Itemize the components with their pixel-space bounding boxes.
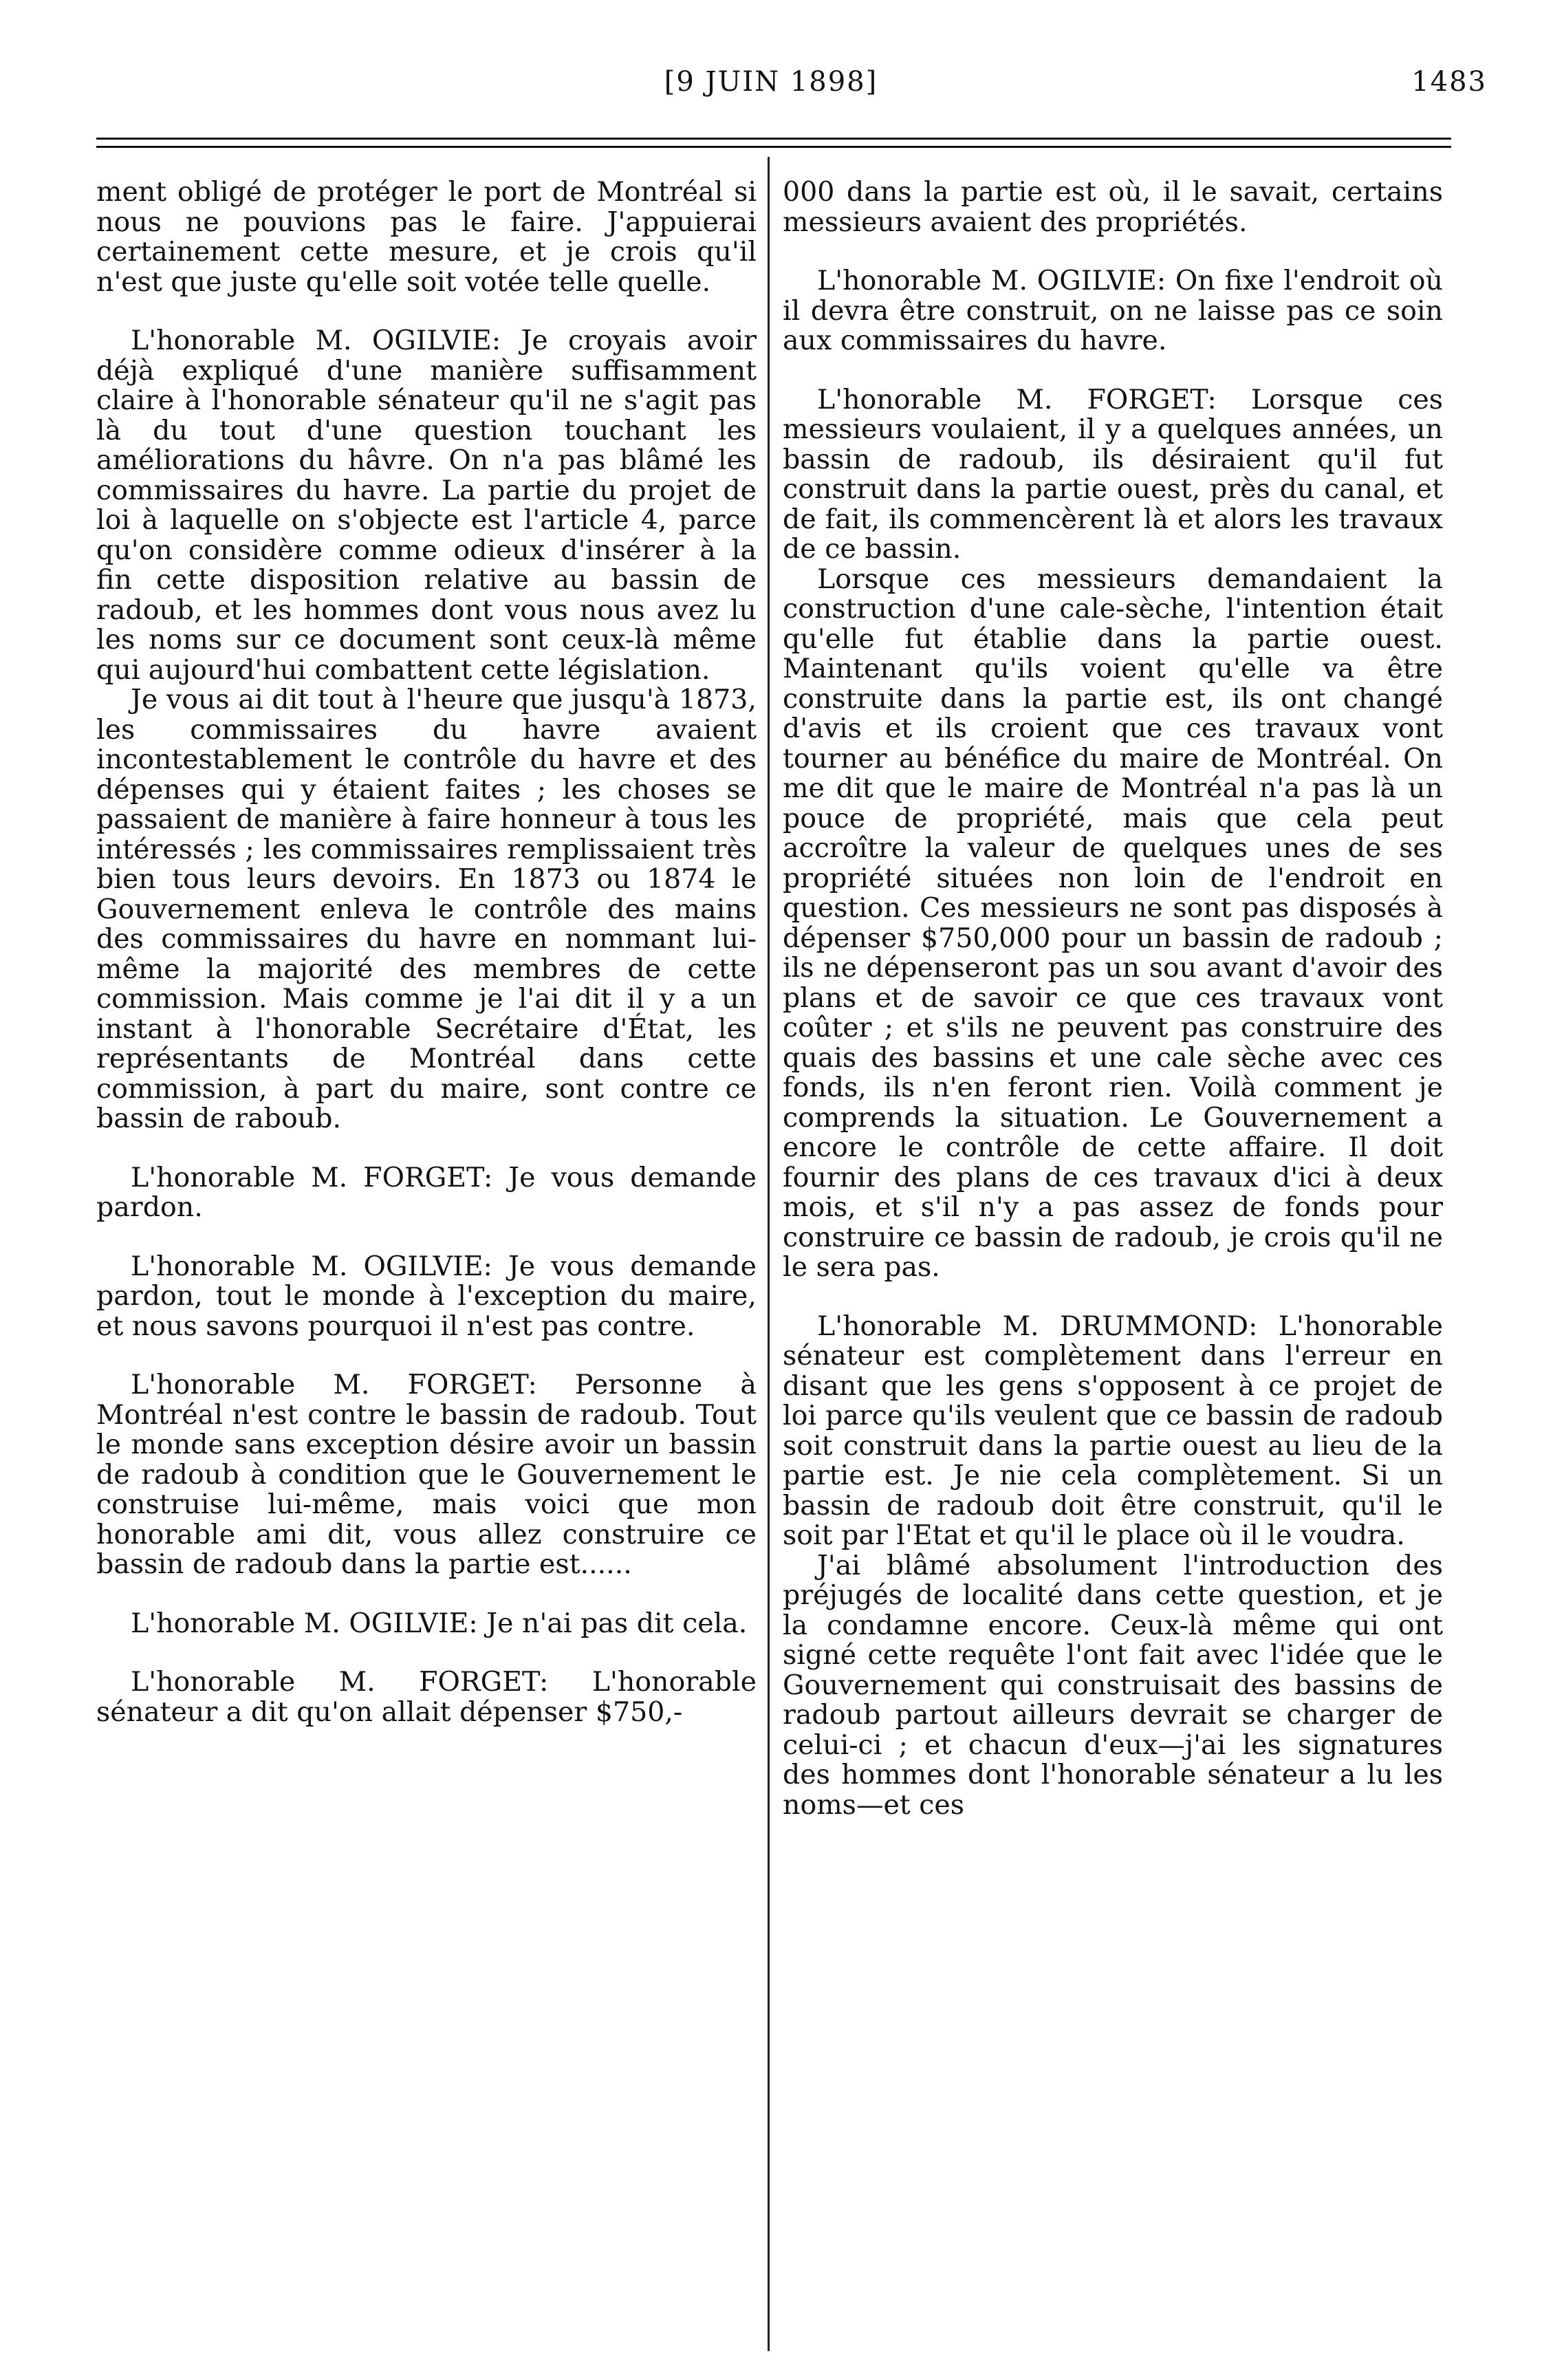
speech-text: : Je croyais avoir déjà expliqué d'une manière suffisamment claire à l'honorable sénateur qu'il ne s'agit pas là du tout d'une question touchant les améliorations du hâvre. On n'a pas blâmé les commissaires du havre. La partie du projet de loi à laquelle on s'objecte est l'article 4, parce qu'on considère comme odieux d'insérer à la fin cette disposition relative au bassin de radoub, et les hommes dont vous nous avez lu les noms sur ce document sont ceux-là même qui aujourd'hui combattent cette législation. xyxy=(96,325,757,686)
left-column xyxy=(96,177,757,1727)
speech-paragraph xyxy=(783,266,1443,356)
speech-paragraph xyxy=(96,1252,757,1342)
speech-text: : Je vous demande pardon, tout le monde à l'exception du maire, et nous savons pourquoi il n'est pas contre. xyxy=(96,1250,757,1342)
page-number: 1483 xyxy=(1411,66,1487,98)
speech-text: : Personne à Montréal n'est contre le bassin de radoub. Tout le monde sans exception désire avoir un bassin de radoub à condition que le Gouvernement le construise lui-même, mais voici que mon honorable ami dit, vous allez construire ce bassin de radoub dans la partie est...... xyxy=(96,1369,757,1580)
speaker-name: L'honorable M. DRUMMOND xyxy=(817,1310,1249,1342)
speaker-name: L'honorable M. OGILVIE xyxy=(817,265,1157,296)
speech-paragraph xyxy=(783,1312,1443,1551)
speech-paragraph xyxy=(96,1370,757,1580)
speaker-name: L'honorable M. FORGET xyxy=(131,1666,539,1698)
paragraph: J'ai blâmé absolument l'introduction des préjugés de localité dans cette question, et je la condamne encore. Ceux-là même qui ont signé cette requête l'ont fait avec l'idée que le Gouvernement qui construisait des bassins de radoub partout ailleurs devrait se charger de celui-ci ; et chacun d'eux—j'ai les signatures des hommes dont l'honorable sénateur a lu les noms—et ces xyxy=(783,1549,1443,1821)
speaker-name: L'honorable M. FORGET xyxy=(131,1369,528,1400)
speech-text: : L'honorable sénateur est complètement dans l'erreur en disant que les gens s'opposent à ce projet de loi parce qu'ils veulent que ce bassin de radoub soit construit dans la partie ouest au lieu de la partie est. Je nie cela complètement. Si un bassin de radoub doit être construit, qu'il le soit par l'Etat et qu'il le place où il le voudra. xyxy=(783,1310,1443,1551)
speech-text: : Lorsque ces messieurs voulaient, il y a quelques années, un bassin de radoub, ils désiraient qu'il fut construit dans la partie ouest, près du canal, et de fait, ils commencèrent là et alors les travaux de ce bassin. xyxy=(783,383,1443,565)
paragraph: Lorsque ces messieurs demandaient la construction d'une cale-sèche, l'intention était qu'elle fut établie dans la partie ouest. Maintenant qu'ils voient qu'elle va être construite dans la partie est, ils ont changé d'avis et ils croient que ces travaux vont tourner au bénéfice du maire de Montréal. On me dit que le maire de Montréal n'a pas là un pouce de propriété, mais que cela peut accroître la valeur de quelques unes de ses propriété situées non loin de l'endroit en question. Ces messieurs ne sont pas disposés à dépenser $750,000 pour un bassin de radoub ; ils ne dépenseront pas un sou avant d'avoir des plans et de savoir ce que ces travaux vont coûter ; et s'ils ne peuvent pas construire des quais des bassins et une cale sèche avec ces fonds, ils n'en feront rien. Voilà comment je comprends la situation. Le Gouvernement a encore le contrôle de cette affaire. Il doit fournir des plans de ces travaux d'ici à deux mois, et s'il n'y a pas assez de fonds pour construire ce bassin de radoub, je crois qu'il ne le sera pas. xyxy=(783,563,1443,1283)
speech-paragraph xyxy=(96,326,757,685)
header-date: [9 JUIN 1898] xyxy=(664,66,878,98)
speaker-name: L'honorable M. FORGET xyxy=(131,1161,484,1193)
speech-text: : Je n'ai pas dit cela. xyxy=(468,1607,748,1639)
header-rule-bottom xyxy=(96,146,1451,148)
speech-paragraph xyxy=(96,1163,757,1223)
speaker-name: L'honorable M. OGILVIE xyxy=(131,1607,469,1639)
speaker-name: L'honorable M. FORGET xyxy=(817,383,1208,415)
speech-text: : L'honorable sénateur a dit qu'on allait dépenser $750,- xyxy=(96,1666,757,1728)
speaker-name: L'honorable M. OGILVIE xyxy=(131,325,492,356)
speech-paragraph xyxy=(96,1667,757,1727)
paragraph: ment obligé de protéger le port de Montréal si nous ne pouvions pas le faire. J'appuierai certainement cette mesure, et je crois qu'il n'est que juste qu'elle soit votée telle quelle. xyxy=(96,176,757,298)
column-divider xyxy=(768,157,770,2351)
speaker-name: L'honorable M. OGILVIE xyxy=(131,1250,484,1282)
speech-text: : Je vous demande pardon. xyxy=(96,1161,757,1223)
paragraph: Je vous ai dit tout à l'heure que jusqu'à 1873, les commissaires du havre avaient incontestablement le contrôle du havre et des dépenses qui y étaient faites ; les choses se passaient de manière à faire honneur à tous les intéressés ; les commissaires remplissaient très bien tous leurs devoirs. En 1873 ou 1874 le Gouvernement enleva le contrôle des mains des commissaires du havre en nommant lui-même la majorité des membres de cette commission. Mais comme je l'ai dit il y a un instant à l'honorable Secrétaire d'État, les représentants de Montréal dans cette commission, à part du maire, sont contre ce bassin de raboub. xyxy=(96,684,757,1134)
right-column xyxy=(783,177,1443,1820)
speech-paragraph xyxy=(96,1609,757,1639)
paragraph: 000 dans la partie est où, il le savait, certains messieurs avaient des propriétés. xyxy=(783,176,1443,238)
header-rule-top xyxy=(96,138,1451,140)
speech-paragraph xyxy=(783,385,1443,565)
page-header xyxy=(0,66,1542,114)
speech-text: : On fixe l'endroit où il devra être construit, on ne laisse pas ce soin aux commissaires du havre. xyxy=(783,265,1443,356)
